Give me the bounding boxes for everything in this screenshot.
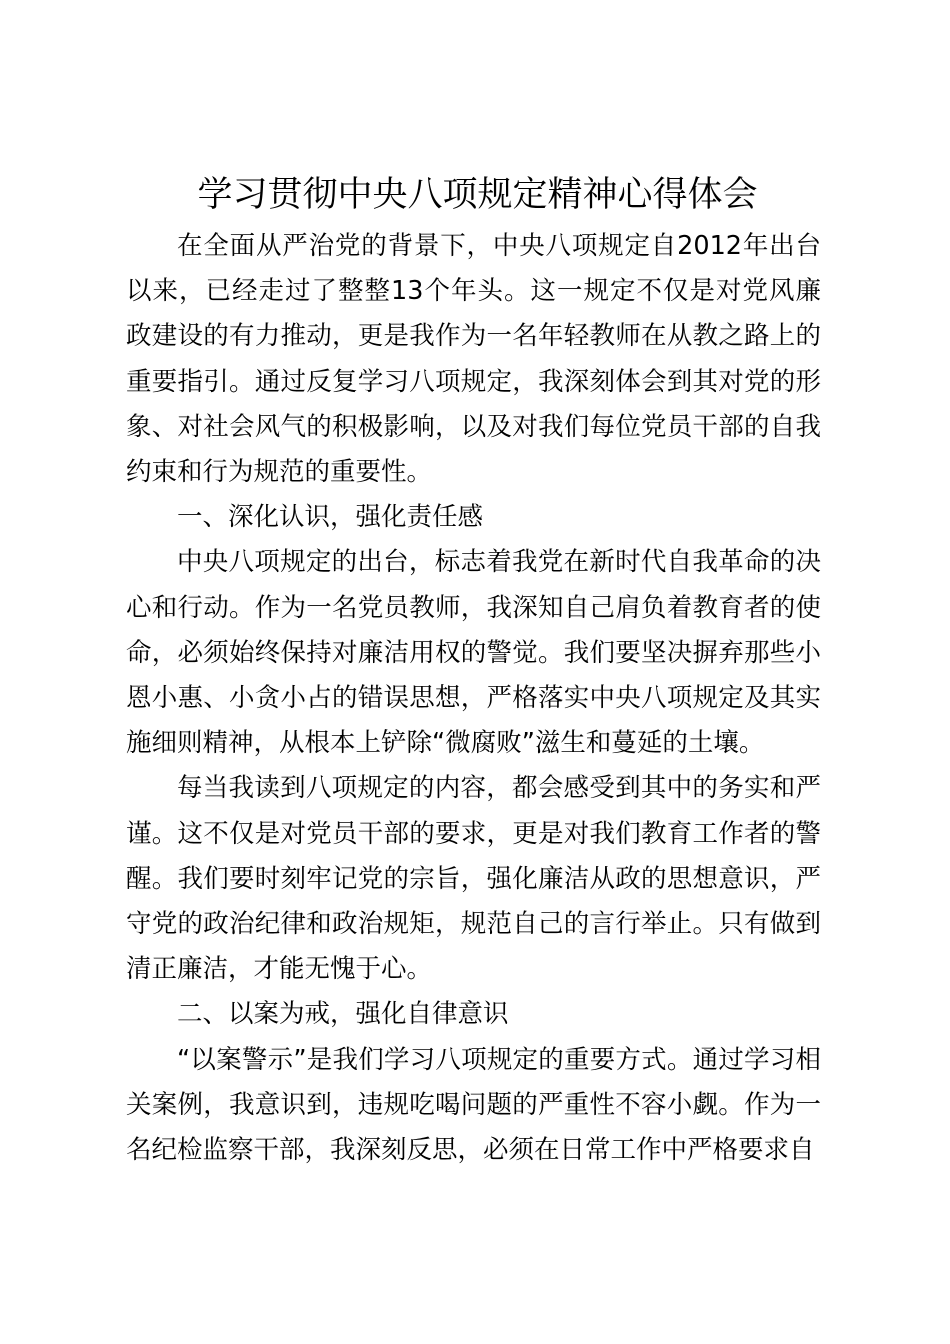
paragraph-section1-b: 每当我读到八项规定的内容，都会感受到其中的务实和严谨。这不仅是对党员干部的要求，更是对我们教育工作者的警醒。我们要时刻牢记党的宗旨，强化廉洁从政的思想意识，严守党的政治纪律和政治规矩，规范自己的言行举止。只有做到清正廉洁，才能无愧于心。 (126, 773, 821, 985)
paragraph-section1-a: 中央八项规定的出台，标志着我党在新时代自我革命的决心和行动。作为一名党员教师，我深知自己肩负着教育者的使命，必须始终保持对廉洁用权的警觉。我们要坚决摒弃那些小恩小惠、小贪小占的错误思想，严格落实中央八项规定及其实施细则精神，从根本上铲除“微腐败”滋生和蔓延的土壤。 (126, 547, 821, 759)
section-heading-2: 二、以案为戒，强化自律意识 (177, 999, 509, 1030)
section-heading-1: 一、深化认识，强化责任感 (177, 502, 484, 533)
paragraph-intro: 在全面从严治党的背景下，中央八项规定自2012年出台以来，已经走过了整整13个年头。这一规定不仅是对党风廉政建设的有力推动，更是我作为一名年轻教师在从教之路上的重要指引。通过反复学习八项规定，我深刻体会到其对党的形象、对社会风气的积极影响，以及对我们每位党员干部的自我约束和行为规范的重要性。 (126, 231, 821, 488)
document-title: 学习贯彻中央八项规定精神心得体会 (197, 175, 758, 215)
paragraph-section2-a: “以案警示”是我们学习八项规定的重要方式。通过学习相关案例，我意识到，违规吃喝问题的严重性不容小觑。作为一名纪检监察干部，我深刻反思，必须在日常工作中严格要求自 (126, 1044, 821, 1166)
document-page (126, 166, 821, 1173)
